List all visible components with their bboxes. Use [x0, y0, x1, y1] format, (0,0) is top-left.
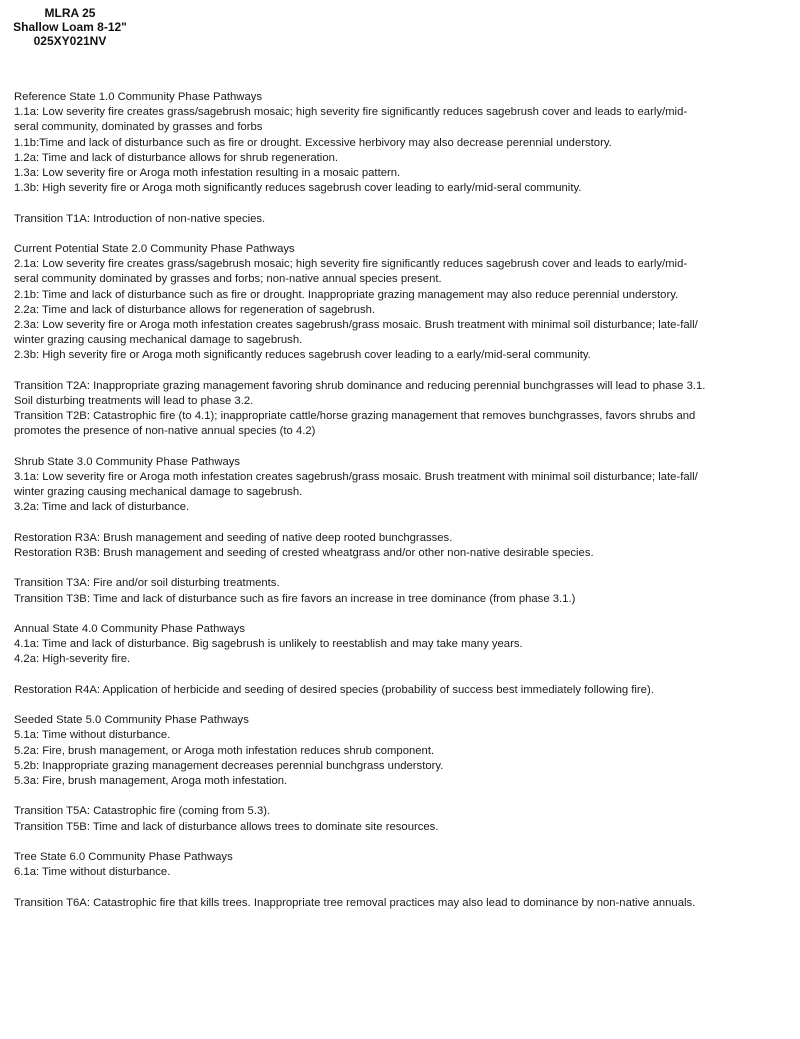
text-line: 6.1a: Time without disturbance. [14, 866, 171, 879]
text-line: 4.1a: Time and lack of disturbance. Big sagebrush is unlikely to reestablish and may take many years. [14, 638, 523, 651]
text-line: Transition T5B: Time and lack of disturbance allows trees to dominate site resources. [14, 820, 439, 833]
text-line: 5.3a: Fire, brush management, Aroga moth infestation. [14, 775, 288, 787]
text-block [14, 531, 794, 561]
text-line: 3.2a: Time and lack of disturbance. [14, 501, 190, 514]
block-heading-line: Transition T1A: Introduction of non-native species. [14, 212, 266, 225]
block-heading-line: Tree State 6.0 Community Phase Pathways [14, 850, 233, 863]
block-heading-line: Current Potential State 2.0 Community Phase Pathways [14, 243, 295, 255]
text-line: 2.3a: Low severity fire or Aroga moth infestation creates sagebrush/grass mosaic. Brush treatment with minimal soil disturbance; late-fall/ [14, 319, 698, 332]
text-block [14, 804, 794, 834]
text-block [14, 379, 794, 440]
block-heading-line: Transition T2A: Inappropriate grazing management favoring shrub dominance and reducing perennial bunchgrasses will lead to phase 3.1. [14, 379, 706, 392]
block-heading-line: Reference State 1.0 Community Phase Pathways [14, 91, 263, 103]
text-block [14, 90, 794, 196]
text-block [14, 455, 794, 516]
text-block [14, 850, 794, 880]
text-line: 1.3a: Low severity fire or Aroga moth infestation resulting in a mosaic pattern. [14, 167, 401, 180]
text-block [14, 242, 794, 364]
block-heading-line: Transition T5A: Catastrophic fire (coming from 5.3). [14, 805, 271, 818]
block-heading-line: Shrub State 3.0 Community Phase Pathways [14, 455, 241, 468]
text-line: Soil disturbing treatments will lead to phase 3.2. [14, 395, 254, 408]
text-line: 5.2a: Fire, brush management, or Aroga moth infestation reduces shrub component. [14, 744, 435, 757]
text-line: 2.2a: Time and lack of disturbance allows for regeneration of sagebrush. [14, 303, 376, 316]
text-line: Restoration R3B: Brush management and seeding of crested wheatgrass and/or other non-native desirable species. [14, 547, 594, 560]
text-block [14, 713, 794, 789]
text-line: Transition T3B: Time and lack of disturbance such as fire favors an increase in tree dominance (from phase 3.1.) [14, 592, 576, 605]
text-line: winter grazing causing mechanical damage to sagebrush. [14, 334, 303, 347]
text-line: 1.3b: High severity fire or Aroga moth significantly reduces sagebrush cover leading to early/mid-seral community. [14, 182, 582, 195]
text-line: winter grazing causing mechanical damage to sagebrush. [14, 486, 303, 499]
text-line: Transition T2B: Catastrophic fire (to 4.1); inappropriate cattle/horse grazing management that removes bunchgrasses, favors shrubs and [14, 410, 696, 423]
text-line: 5.2b: Inappropriate grazing management decreases perennial bunchgrass understory. [14, 759, 444, 772]
pathway-notes [14, 90, 794, 926]
text-block [14, 212, 794, 227]
text-line: 1.2a: Time and lack of disturbance allows for shrub regeneration. [14, 151, 339, 164]
text-line: 5.1a: Time without disturbance. [14, 729, 171, 742]
block-heading-line: Restoration R3A: Brush management and seeding of native deep rooted bunchgrasses. [14, 531, 453, 544]
text-block [14, 683, 794, 698]
text-block [14, 576, 794, 606]
text-line: 1.1b:Time and lack of disturbance such as fire or drought. Excessive herbivory may also decrease perennial understory. [14, 136, 612, 149]
text-line: 1.1a: Low severity fire creates grass/sagebrush mosaic; high severity fire significantly reduces sagebrush cover and leads to early/mid- [14, 106, 688, 119]
text-line: 4.2a: High-severity fire. [14, 653, 131, 666]
block-heading-line: Transition T3A: Fire and/or soil disturbing treatments. [14, 577, 280, 590]
text-line: seral community, dominated by grasses and forbs [14, 121, 263, 134]
text-block [14, 896, 794, 911]
site-id: 025XY021NV [33, 34, 107, 48]
text-line: 2.3b: High severity fire or Aroga moth significantly reduces sagebrush cover leading to a early/mid-seral community. [14, 349, 591, 362]
block-heading-line: Restoration R4A: Application of herbicide and seeding of desired species (probability of success best immediately following fire). [14, 683, 654, 696]
text-line: 3.1a: Low severity fire or Aroga moth infestation creates sagebrush/grass mosaic. Brush treatment with minimal soil disturbance; late-fall/ [14, 471, 698, 484]
text-line: promotes the presence of non-native annual species (to 4.2) [14, 425, 316, 438]
text-line: seral community dominated by grasses and forbs; non-native annual species present. [14, 273, 442, 286]
text-line: 2.1b: Time and lack of disturbance such as fire or drought. Inappropriate grazing management may also reduce perennial understory. [14, 288, 679, 301]
block-heading-line: Annual State 4.0 Community Phase Pathways [14, 623, 246, 635]
text-block [14, 622, 794, 668]
mlra-title: MLRA 25 [44, 6, 96, 20]
block-heading-line: Seeded State 5.0 Community Phase Pathways [14, 714, 249, 727]
block-heading-line: Transition T6A: Catastrophic fire that kills trees. Inappropriate tree removal practices may also lead to dominance by non-native annuals. [14, 896, 696, 909]
document-header [0, 6, 140, 48]
text-line: 2.1a: Low severity fire creates grass/sagebrush mosaic; high severity fire significantly reduces sagebrush cover and leads to early/mid- [14, 258, 688, 271]
site-name: Shallow Loam 8-12" [13, 20, 127, 34]
